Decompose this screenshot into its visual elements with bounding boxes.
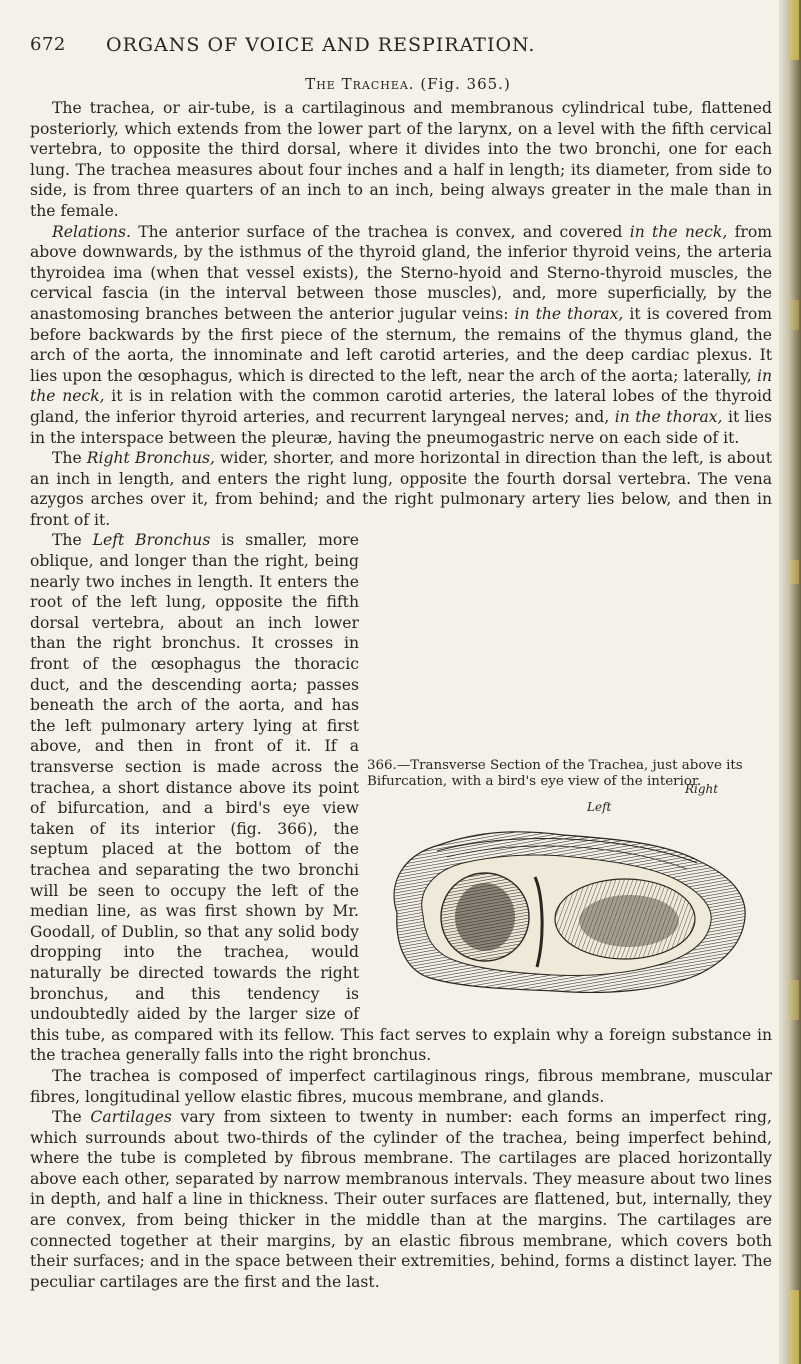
figure-366: [367, 758, 772, 1009]
figure-illustration: [367, 782, 772, 1009]
section-figure-ref: (Fig. 365.): [420, 75, 511, 93]
section-heading: The Trachea.: [305, 75, 415, 93]
relations-in-neck-2: in the neck,: [30, 366, 772, 406]
relations-text-a: The anterior surface of the trachea is convex, and covered: [130, 222, 630, 241]
relations-text-d: it is in relation with the common carotid arteries, the lateral lobes of the thyroid gland, the inferior thyroid arteries, and recurrent laryngeal nerves; and,: [30, 387, 772, 426]
section-title: [30, 75, 772, 93]
paragraph-relations: [30, 222, 772, 449]
right-bronchus-text-b: wider, shorter, and more horizontal in direction than the left, is about an inch in length, and enters the right lung, opposite the fourth dorsal vertebra. The vena azygos arches over it, from behind; and the right pulmonary artery lies below, and then in front of it.: [30, 449, 772, 529]
paragraph-intro: The trachea, or air-tube, is a cartilaginous and membranous cylindrical tube, flattened posteriorly, which extends from the lower part of the larynx, on a level with the fifth cervical vertebra, to opposite the third dorsal, where it divides into the two bronchi, one for each lung. The trachea measures about four inches and a half in length; its diameter, from side to side, is from three quarters of an inch to an inch, being always greater in the male than in the female.: [30, 99, 772, 220]
right-bronchus-text-a: The: [52, 449, 87, 468]
relations-text-c: it is covered from before backwards by the first piece of the sternum, the remains of the thymus gland, the arch of the aorta, the innominate and left carotid arteries, and the deep cardiac plexus. It lies upon the œsophagus, which is directed to the left, near the arch of the aorta; laterally,: [30, 304, 773, 385]
page-header: [30, 34, 772, 64]
cartilages-text-a: The: [52, 1108, 91, 1127]
paragraph-left-bronchus: [30, 530, 772, 1065]
trachea-section-drawing: [367, 791, 772, 1009]
figure-caption: 366.—Transverse Section of the Trachea, just above its Bifurcation, with a bird's eye view of the interior.: [367, 758, 743, 789]
left-bronchus-text-b: is smaller, more oblique, and longer than the right, being nearly two inches in length. It enters the root of the left lung, opposite the fifth dorsal vertebra, about an inch lower than the right bronchus. It crosses in front of the œsophagus the thoracic duct, and the descending aorta; passes beneath the arch of the aorta, and has the left pulmonary artery lying at first above, and then in front of it. If a transverse section is made across the trachea, a short distance above its point of bifurcation, and a bird's eye view taken of its interior (fig. 366), the septum placed at the bottom of the trachea and separating the two bronchi will be seen to occupy the left of the median line, as was first shown by Mr. Goodall, of Dublin, so that any solid body dropping into the trachea, would naturally be directed towards the right bronchus, and this tendency is undoubtedly aided by the larger size of this tube, as compared with its fellow. This fact serves to explain why a foreign substance in the trachea generally falls into the right bronchus.: [30, 531, 772, 1065]
paragraph-composition: The trachea is composed of imperfect cartilaginous rings, fibrous membrane, muscular fibres, longitudinal yellow elastic fibres, mucous membrane, and glands.: [30, 1066, 772, 1106]
paragraph-cartilages: [30, 1107, 772, 1292]
right-bronchus-label: Right Bronchus,: [86, 449, 215, 468]
relations-in-thorax-2: in the thorax,: [614, 407, 723, 426]
page-content: [30, 34, 772, 1292]
relations-text-b: from above downwards, by the isthmus of the thyroid gland, the inferior thyroid veins, the arteria thyroidea ima (when that vessel exists), the Sterno-hyoid and Sterno-thyroid muscles, the cervical fascia (in the interval between those muscles), and, more superficially, by the anastomosing branches between the anterior jugular veins:: [30, 222, 773, 323]
relations-in-thorax: in the thorax,: [514, 304, 624, 323]
relations-in-neck: in the neck,: [629, 222, 728, 241]
page-number: 672: [30, 34, 66, 55]
page-edge-tabs: [787, 0, 799, 1364]
cartilages-label: Cartilages: [90, 1108, 172, 1127]
left-bronchus-text-a: The: [52, 531, 93, 550]
running-title: ORGANS OF VOICE AND RESPIRATION.: [106, 34, 536, 56]
relations-label: Relations.: [52, 222, 131, 241]
figure-label-right: Right: [685, 782, 719, 797]
paragraph-right-bronchus: [30, 448, 772, 530]
figure-label-left: Left: [587, 800, 612, 815]
left-bronchus-label: Left Bronchus: [92, 531, 211, 550]
cartilages-text-b: vary from sixteen to twenty in number: each forms an imperfect ring, which surrounds about two-thirds of the cylinder of the trachea, being imperfect behind, where the tube is completed by fibrous membrane. The cartilages are placed horizontally above each other, separated by narrow membranous intervals. They measure about two lines in depth, and half a line in thickness. Their outer surfaces are flattened, but, internally, they are convex, from being thicker in the middle than at the margins. The cartilages are connected together at their margins, by an elastic fibrous membrane, which covers both their surfaces; and in the space between their extremities, behind, forms a distinct layer. The peculiar cartilages are the first and the last.: [30, 1108, 772, 1291]
relations-text-e: it lies in the interspace between the pleuræ, having the pneumogastric nerve on each side of it.: [30, 407, 773, 447]
